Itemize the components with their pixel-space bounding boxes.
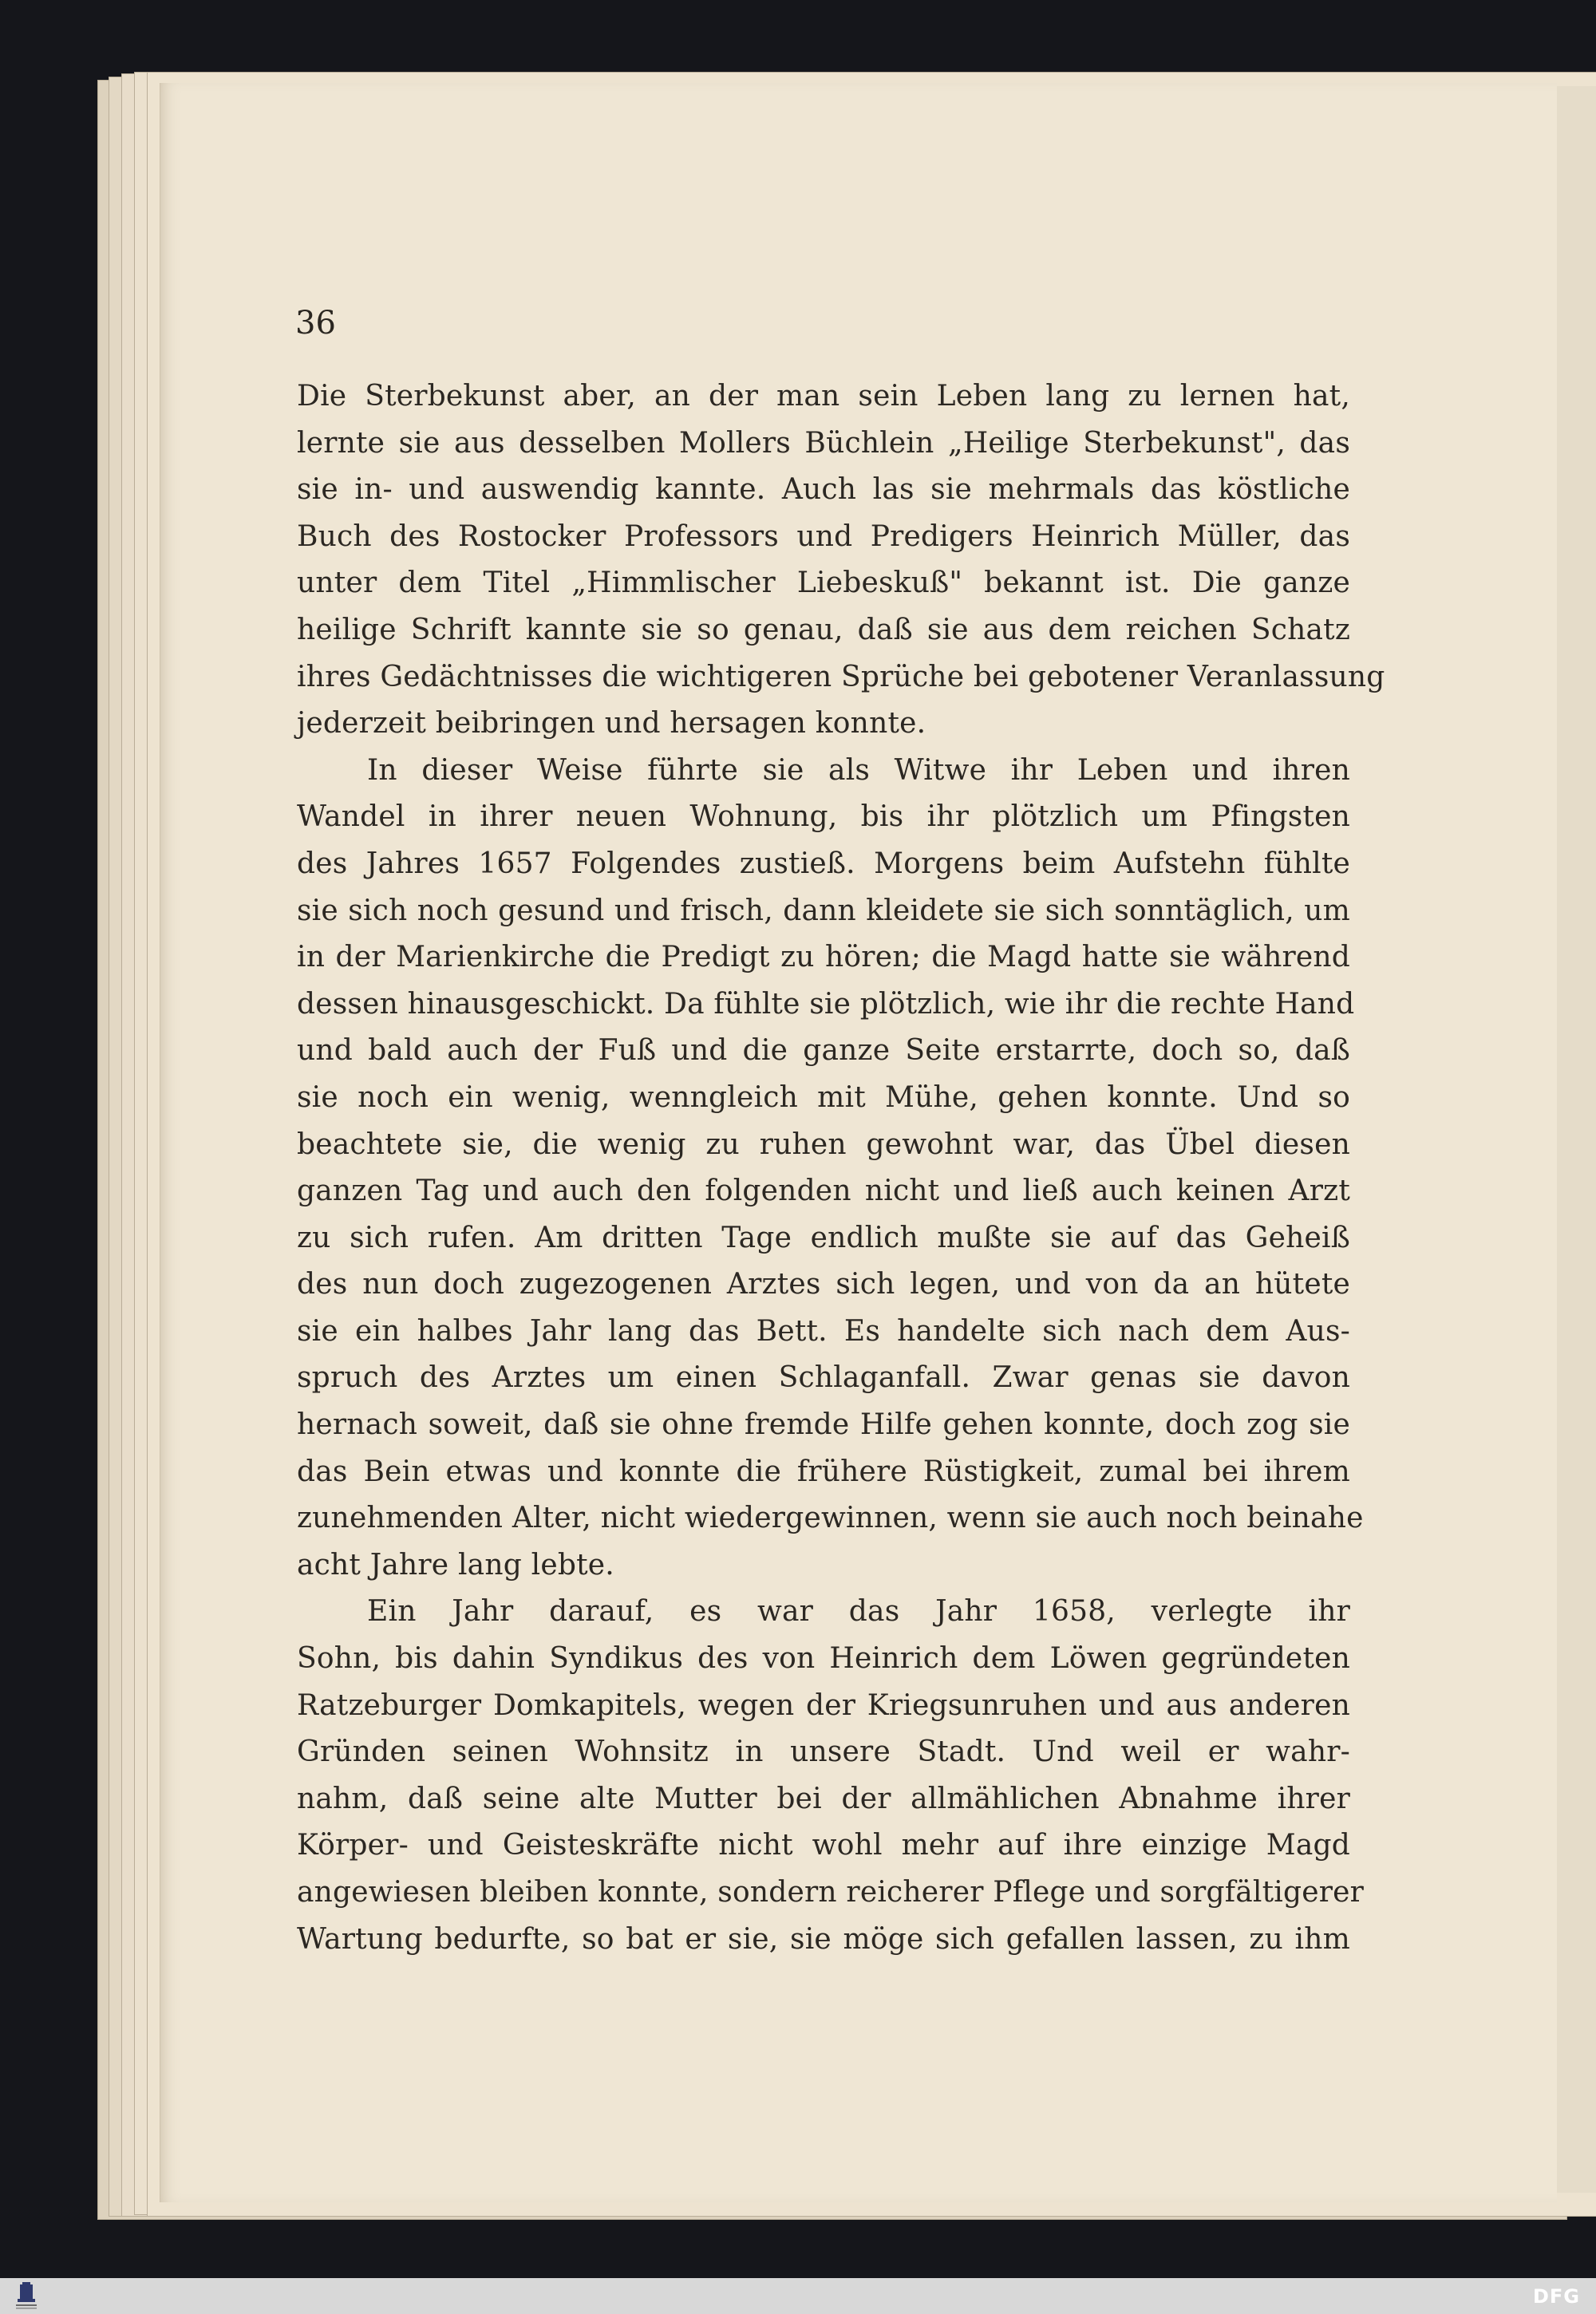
text-line: spruch des Arztes um einen Schlaganfall. Zwar genas sie davon: [297, 1361, 1350, 1395]
text-line: Körper- und Geisteskräfte nicht wohl mehr auf ihre einzige Magd: [297, 1829, 1350, 1862]
text-line: beachtete sie, die wenig zu ruhen gewohnt war, das Übel diesen: [297, 1127, 1350, 1161]
text-line: Buch des Rostocker Professors und Predigers Heinrich Müller, das: [297, 519, 1350, 553]
text-line: lernte sie aus desselben Mollers Büchlein „Heilige Sterbekunst", das: [297, 426, 1350, 460]
text-line: Ratzeburger Domkapitels, wegen der Kriegsunruhen und aus anderen: [297, 1688, 1350, 1722]
text-line: in der Marienkirche die Predigt zu hören; die Magd hatte sie während: [297, 941, 1350, 974]
text-line: Wandel in ihrer neuen Wohnung, bis ihr plötzlich um Pfingsten: [297, 800, 1350, 834]
text-line: jederzeit beibringen und hersagen konnte.: [297, 707, 926, 740]
text-line: heilige Schrift kannte sie so genau, daß sie aus dem reichen Schatz: [297, 613, 1350, 646]
text-line: ganzen Tag und auch den folgenden nicht und ließ auch keinen Arzt: [297, 1175, 1350, 1208]
text-line: Gründen seinen Wohnsitz in unsere Stadt. Und weil er wahr-: [297, 1736, 1350, 1769]
text-line: sie ein halbes Jahr lang das Bett. Es handelte sich nach dem Aus-: [297, 1314, 1350, 1348]
text-line: das Bein etwas und konnte die frühere Rüstigkeit, zumal bei ihrem: [297, 1455, 1350, 1488]
text-line: unter dem Titel „Himmlischer Liebeskuß" bekannt ist. Die ganze: [297, 567, 1350, 600]
dfg-logo: DFG: [1532, 2285, 1580, 2308]
text-line: zunehmenden Alter, nicht wiedergewinnen, wenn sie auch noch beinahe: [297, 1502, 1364, 1535]
text-line: sie noch ein wenig, wenngleich mit Mühe, gehen konnte. Und so: [297, 1080, 1350, 1114]
text-line: nahm, daß seine alte Mutter bei der allmählichen Abnahme ihrer: [297, 1782, 1350, 1815]
text-line: Ein Jahr darauf, es war das Jahr 1658, verlegte ihr: [367, 1595, 1350, 1629]
text-line: sie in- und auswendig kannte. Auch las sie mehrmals das köstliche: [297, 473, 1350, 507]
text-line: ihres Gedächtnisses die wichtigeren Sprüche bei gebotener Veranlassung: [297, 660, 1385, 693]
text-line: zu sich rufen. Am dritten Tage endlich mußte sie auf das Geheiß: [297, 1221, 1350, 1254]
text-line: Sohn, bis dahin Syndikus des von Heinrich dem Löwen gegründeten: [297, 1642, 1350, 1676]
page-number: 36: [295, 305, 336, 342]
text-line: Wartung bedurfte, so bat er sie, sie möge sich gefallen lassen, zu ihm: [297, 1922, 1350, 1956]
text-line: dessen hinausgeschickt. Da fühlte sie plötzlich, wie ihr die rechte Hand: [297, 987, 1355, 1021]
viewer-footer-bar: [0, 2278, 1596, 2314]
text-line: des Jahres 1657 Folgendes zustieß. Morgens beim Aufstehn fühlte: [297, 847, 1350, 880]
facing-page-edge: [1555, 86, 1596, 2193]
text-line: angewiesen bleiben konnte, sondern reicherer Pflege und sorgfältigerer: [297, 1876, 1365, 1909]
text-line: und bald auch der Fuß und die ganze Seite erstarrte, doch so, daß: [297, 1034, 1350, 1068]
text-line: des nun doch zugezogenen Arztes sich legen, und von da an hütete: [297, 1268, 1350, 1301]
text-line: hernach soweit, daß sie ohne fremde Hilfe gehen konnte, doch zog sie: [297, 1408, 1350, 1442]
text-line: acht Jahre lang lebte.: [297, 1548, 614, 1581]
text-line: In dieser Weise führte sie als Witwe ihr Leben und ihren: [367, 753, 1350, 787]
library-crest-icon: [13, 2281, 40, 2310]
text-line: sie sich noch gesund und frisch, dann kleidete sie sich sonntäglich, um: [297, 894, 1350, 927]
page-text: [297, 373, 1385, 1963]
text-line: Die Sterbekunst aber, an der man sein Leben lang zu lernen hat,: [297, 380, 1350, 413]
